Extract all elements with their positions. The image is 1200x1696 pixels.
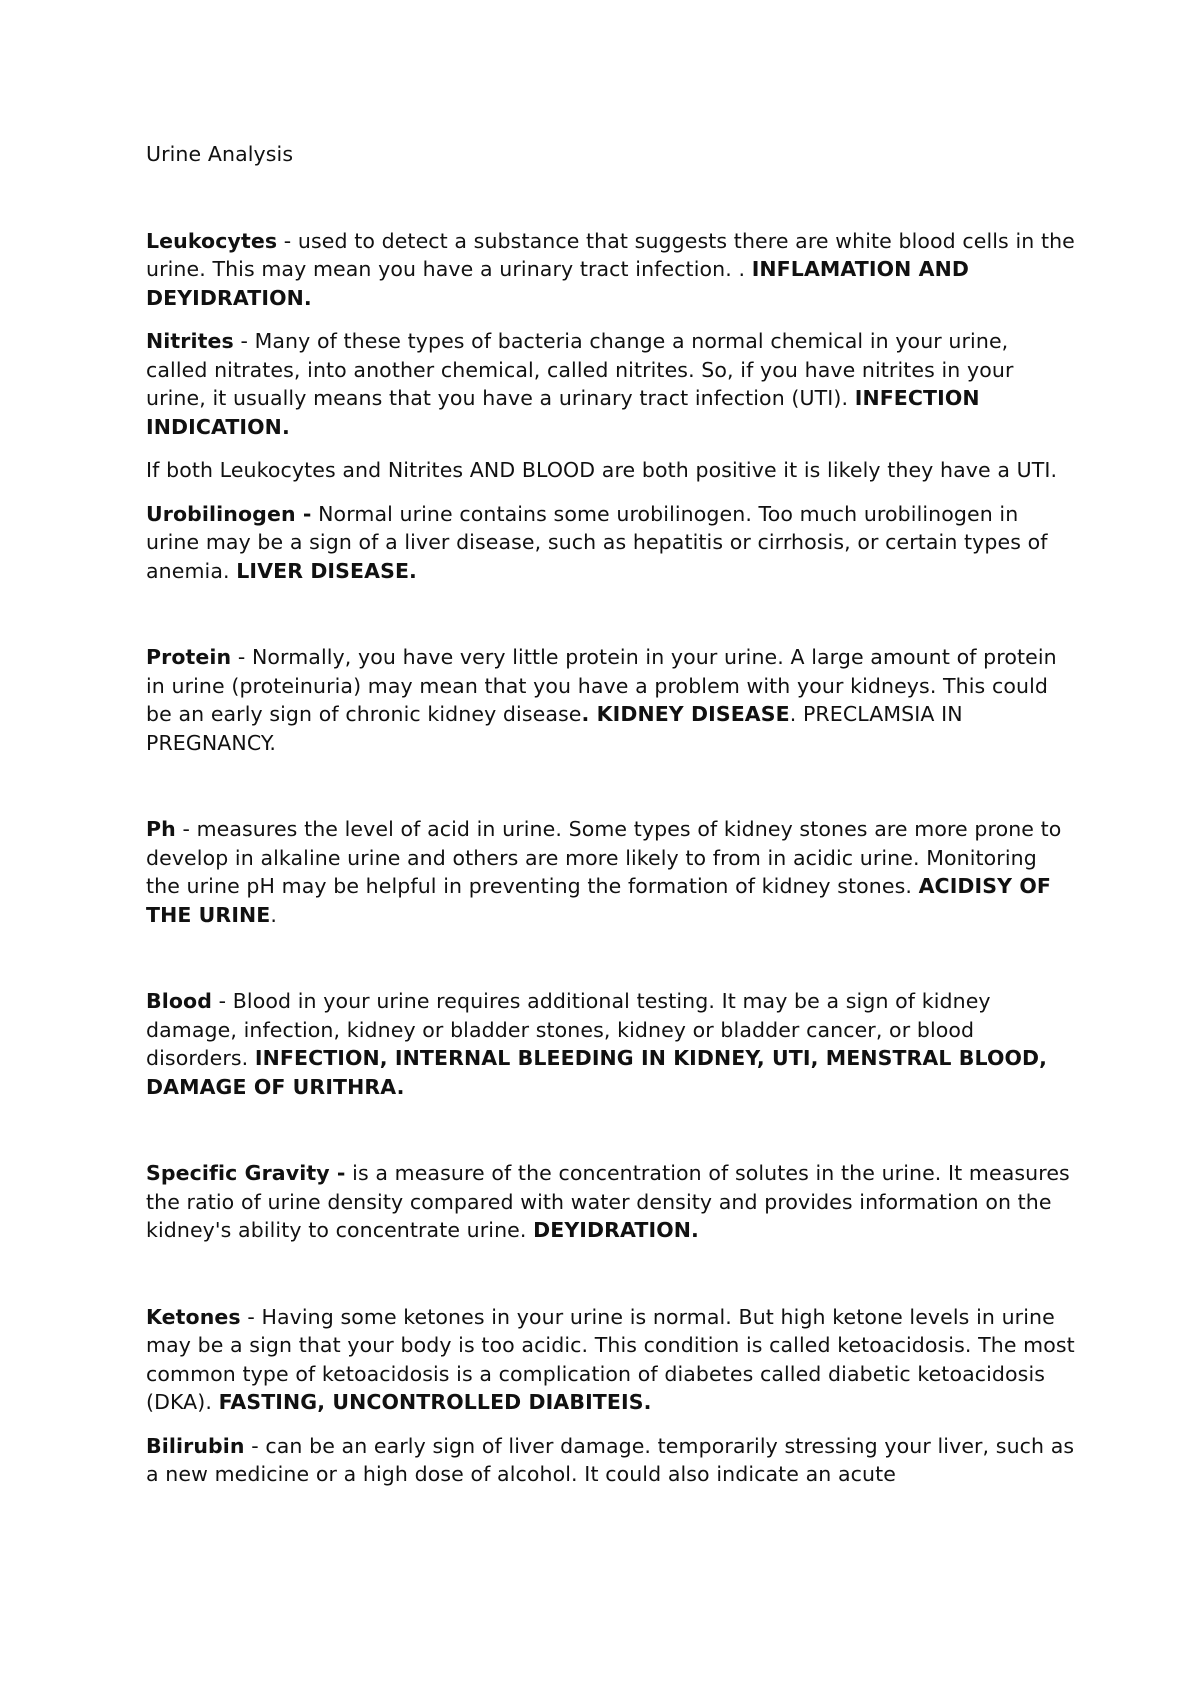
entry-description: If both Leukocytes and Nitrites AND BLOOD are both positive it is likely they have a UTI. [146,458,1058,482]
entry-flag: INFECTION, INTERNAL BLEEDING IN KIDNEY, UTI, MENSTRAL BLOOD, DAMAGE OF URITHRA. [146,1046,1048,1099]
entry-separator: - [240,1304,262,1329]
entry-flag: DEYIDRATION. [533,1218,699,1242]
entry-term: Blood [146,989,212,1013]
entry-urobilinogen [146,500,1076,586]
entry-description: Normally, you have very little protein in your urine. A large amount of protein in urine (proteinuria) may mean that you have a problem with your kidneys. This could be an early sign of chronic kidney disease [146,645,1057,726]
entry-description: Many of these types of bacteria change a normal chemical in your urine, called nitrates, into another chemical, called nitrites. So, if you have nitrites in your urine, it usually means that you have a urinary tract infection (UTI). [146,329,1014,410]
entry-term: Ketones [146,1304,241,1329]
entry-ph [146,815,1076,929]
entry-term: Ph [146,817,176,841]
entry-term: Urobilinogen - [146,501,312,526]
entry-tail: . PRECLAMSIA IN PREGNANCY. [146,702,963,755]
entry-blood [146,987,1076,1101]
entry-flag: . KIDNEY DISEASE [581,702,790,726]
entry-separator: - [175,817,197,841]
entry-description: Blood in your urine requires additional testing. It may be a sign of kidney damage, infection, kidney or bladder stones, kidney or bladder cancer, or blood disorders. [146,989,991,1070]
entry-description: Having some ketones in your urine is normal. But high ketone levels in urine may be a sign that your body is too acidic. This condition is called ketoacidosis. The most common type of ketoacidosis is a complication of diabetes called diabetic ketoacidosis (DKA). [146,1304,1075,1414]
entry-term: Protein [146,645,232,669]
entry-description: is a measure of the concentration of solutes in the urine. It measures the ratio of urine density compared with water density and provides information on the kidney's ability to concentrate urine. [146,1161,1070,1242]
entry-flag: ACIDISY OF THE URINE [146,874,1051,927]
entry-uti-note [146,456,1076,485]
entry-bilirubin [146,1432,1076,1489]
entry-description: Normal urine contains some urobilinogen. Too much urobilinogen in urine may be a sign of a liver disease, such as hepatitis or cirrhosis, or certain types of anemia. [146,501,1048,583]
entry-term: Bilirubin [146,1433,245,1458]
entry-protein [146,643,1076,757]
entry-specific-gravity [146,1159,1076,1245]
entry-description: used to detect a substance that suggests there are white blood cells in the urine. This may mean you have a urinary tract infection. . [146,228,1075,281]
entry-separator: - [277,228,298,253]
document-page [146,140,1076,1489]
entry-description: measures the level of acid in urine. Some types of kidney stones are more prone to develop in alkaline urine and others are more likely to from in acidic urine. Monitoring the urine pH may be helpful in preventing the formation of kidney stones. [146,817,1062,898]
entry-term: Leukocytes [146,228,278,253]
entry-flag: LIVER DISEASE. [236,558,417,583]
entry-term: Nitrites [146,329,234,353]
entry-flag: FASTING, UNCONTROLLED DIABITEIS. [218,1390,652,1414]
document-title: Urine Analysis [146,142,294,166]
entry-tail: . [270,902,278,927]
entry-ketones [146,1303,1076,1417]
entry-leukocytes [146,227,1076,313]
entry-flag: INFECTION INDICATION. [146,386,980,439]
entry-flag: INFLAMATION AND DEYIDRATION. [146,257,969,310]
entry-separator: - [212,989,233,1013]
entry-separator: - [231,645,252,669]
entry-term: Specific Gravity - [146,1161,346,1185]
entry-separator: - [244,1433,266,1458]
entry-separator: - [233,329,255,353]
entry-nitrites [146,327,1076,441]
entry-description: can be an early sign of liver damage. temporarily stressing your liver, such as a new medicine or a high dose of alcohol. It could also indicate an acute [146,1433,1075,1486]
